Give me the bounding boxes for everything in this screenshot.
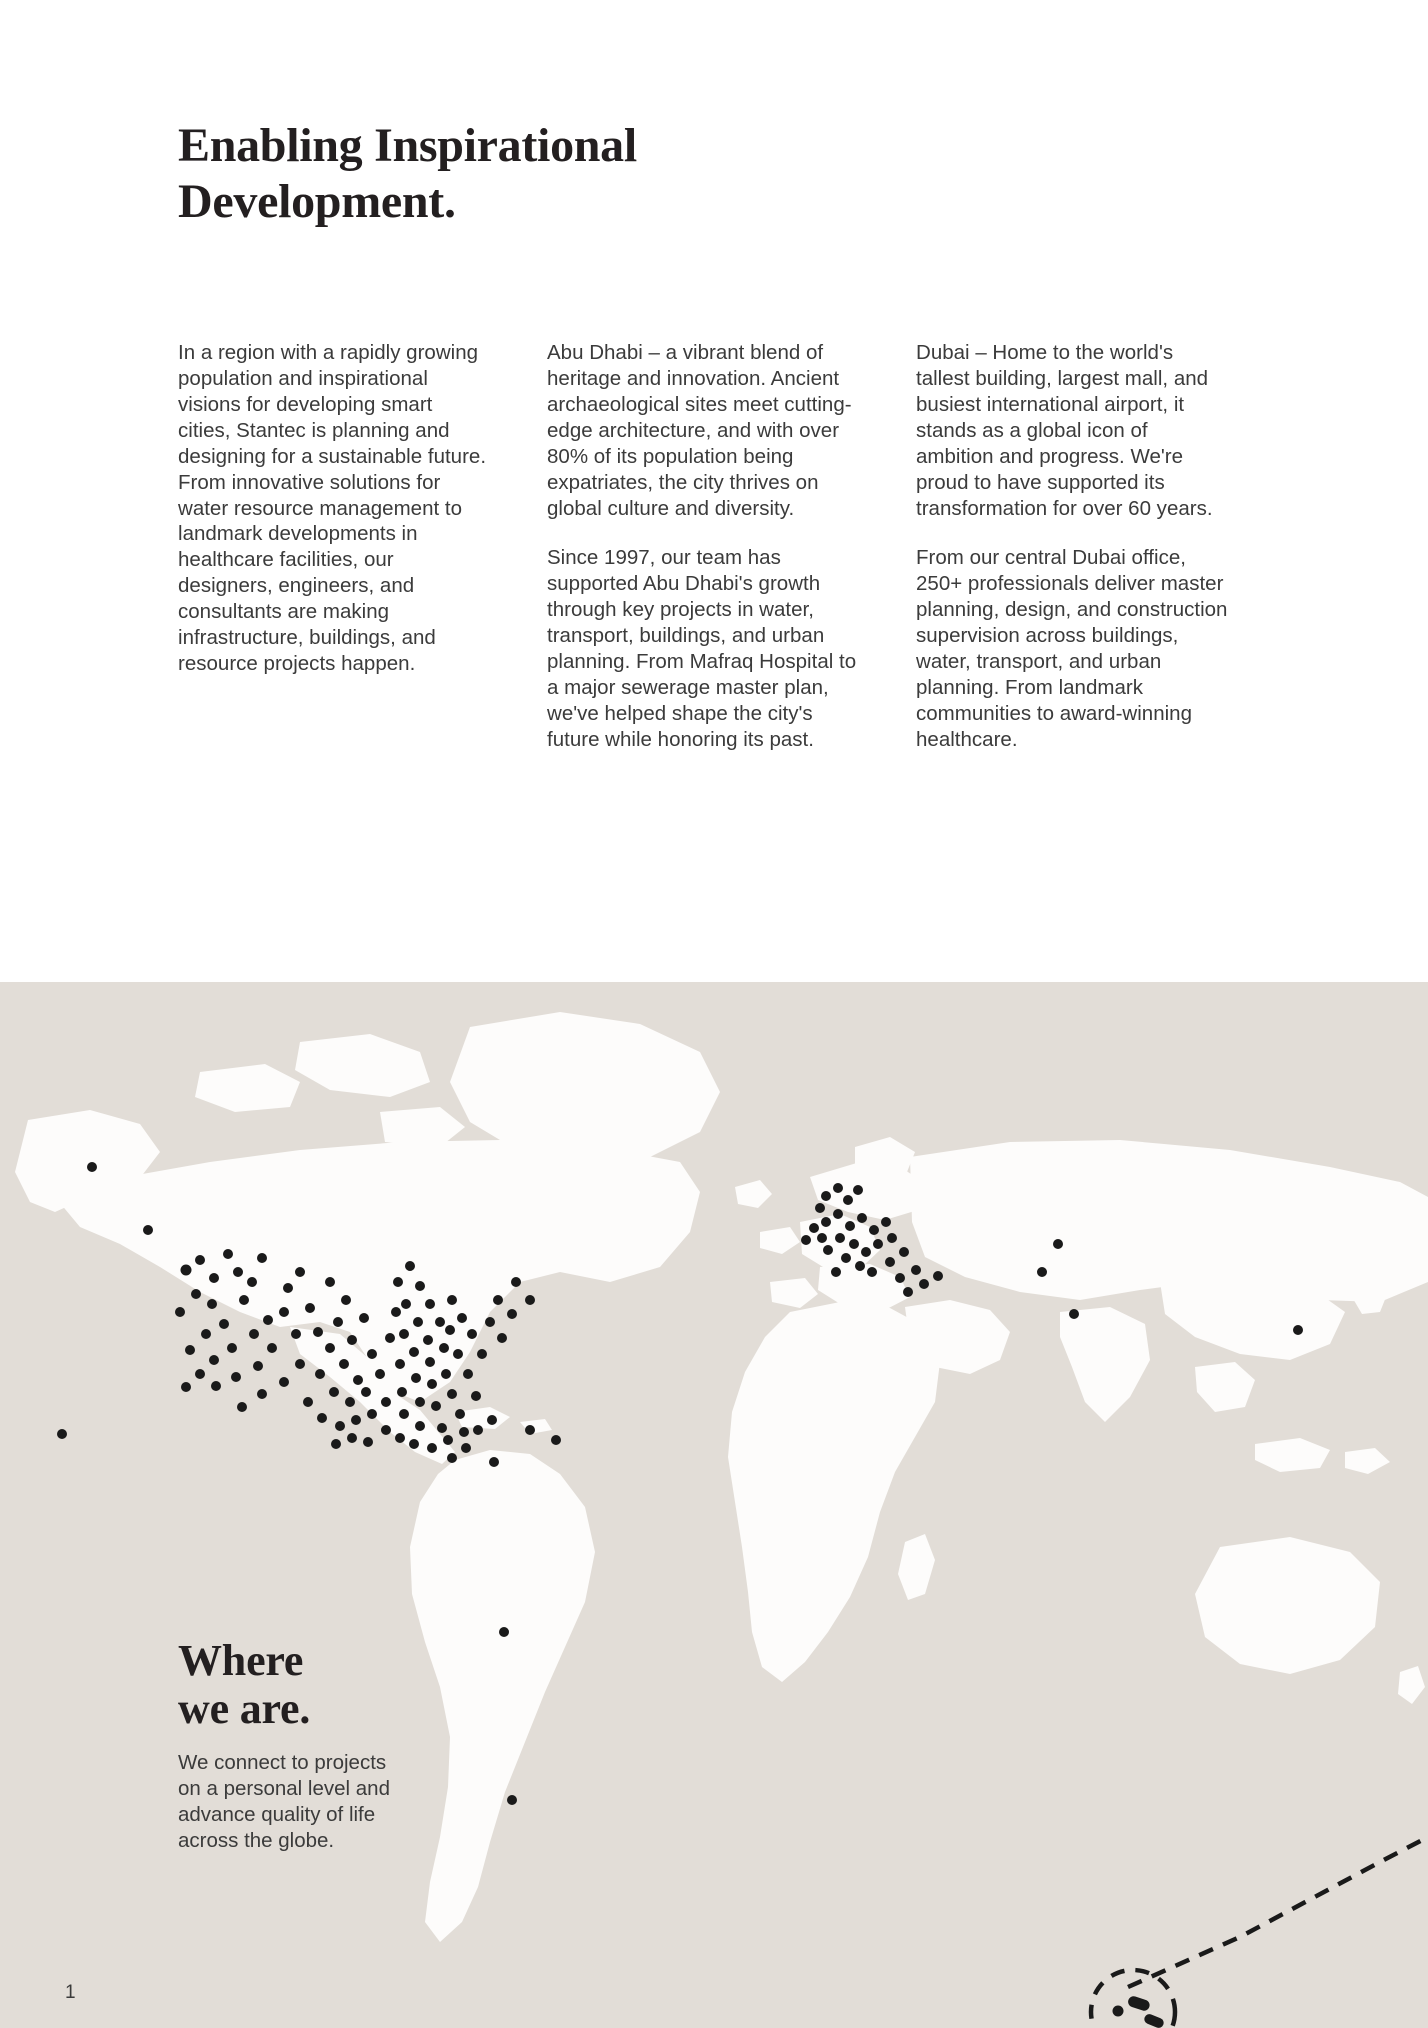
paragraph: Dubai – Home to the world's tallest building, largest mall, and busiest international airport, it stands as a global icon of ambition and progress. We're proud to have supported its transformation for over 60 years.	[916, 341, 1213, 520]
world-map-section	[0, 982, 1428, 2028]
page-number: 1	[65, 1982, 76, 2003]
callout-leader-upper	[1128, 1837, 1428, 1987]
page-title-line-1: Enabling Inspirational	[178, 119, 637, 172]
map-caption-line-4: across the globe.	[178, 1829, 335, 1853]
uae-callout-group	[0, 982, 1428, 2028]
body-columns	[178, 340, 1260, 753]
map-title-line-1: Where	[178, 1636, 304, 1685]
page-title	[178, 118, 878, 230]
paragraph: Since 1997, our team has supported Abu Dhabi's growth through key projects in water, transport, buildings, and urban planning. From Mafraq Hospital to a major sewerage master plan, we've helped shape the city's future while honoring its past.	[547, 546, 857, 751]
paragraph: From our central Dubai office, 250+ professionals deliver master planning, design, and construction supervision across buildings, water, transport, and urban planning. From landmark communities to award-winning healthcare.	[916, 546, 1228, 751]
map-title-line-2: we are.	[178, 1684, 311, 1734]
map-title	[178, 1637, 478, 1734]
map-caption-line-1: We connect to projects	[178, 1750, 387, 1774]
map-caption	[178, 1750, 478, 1855]
text-column-three	[916, 340, 1228, 753]
paragraph: In a region with a rapidly growing population and inspirational visions for developing smart cities, Stantec is planning and designing for a sustainable future. From innovative solutions for water resource management to landmark developments in healthcare facilities, our designers, engineers, and consultants are making infrastructure, buildings, and resource projects happen.	[178, 341, 487, 676]
map-caption-line-2: on a personal level and	[178, 1777, 390, 1801]
where-we-are-block	[178, 1637, 478, 1855]
paragraph: Abu Dhabi – a vibrant blend of heritage and innovation. Ancient archaeological sites meet cutting-edge architecture, and with over 80% of its population being expatriates, the city thrives on global culture and diversity.	[547, 341, 852, 520]
uae-project-dots	[1113, 1995, 1166, 2028]
editorial-section	[0, 0, 1428, 982]
text-column-two	[547, 340, 859, 753]
map-caption-line-3: advance quality of life	[178, 1803, 376, 1827]
page-title-line-2: Development.	[178, 175, 456, 229]
text-column-one	[178, 340, 490, 753]
